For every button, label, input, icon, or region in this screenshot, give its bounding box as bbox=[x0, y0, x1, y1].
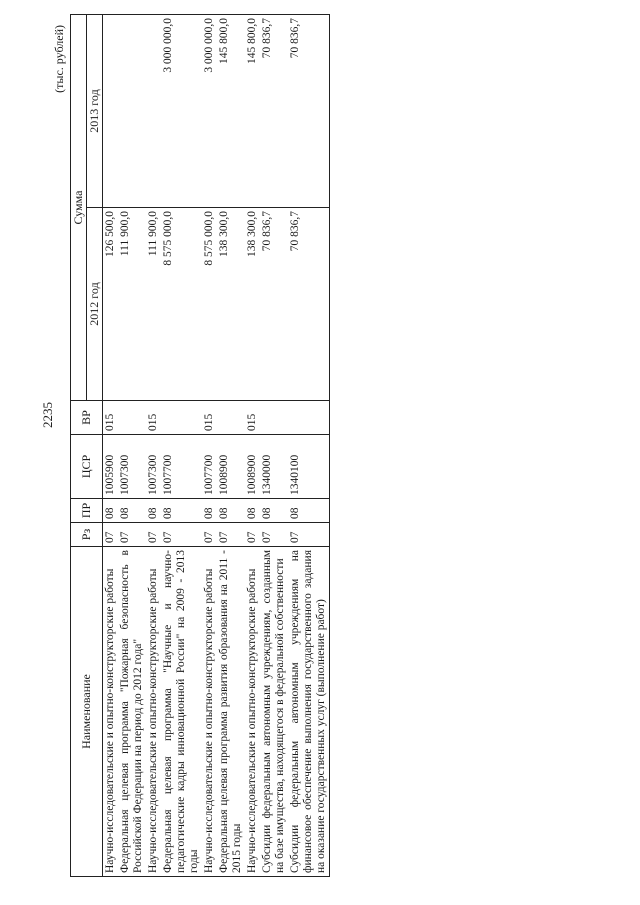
pr-cell: 08 bbox=[146, 499, 161, 523]
table-row bbox=[260, 14, 288, 876]
amount-2012-cell: 111 900,0 bbox=[146, 208, 161, 401]
csr-cell: 1007300 bbox=[118, 435, 146, 499]
amount-2013-cell: 145 800,0 bbox=[245, 14, 260, 207]
vr-cell: 015 bbox=[245, 401, 260, 435]
header-year-2012: 2012 год bbox=[87, 208, 103, 401]
vr-cell bbox=[161, 401, 202, 435]
pr-cell: 08 bbox=[288, 499, 330, 523]
vr-cell: 015 bbox=[202, 401, 217, 435]
rz-cell: 07 bbox=[288, 523, 330, 547]
pr-cell: 08 bbox=[245, 499, 260, 523]
table-row bbox=[161, 14, 202, 876]
csr-cell: 1007700 bbox=[202, 435, 217, 499]
csr-cell: 1008900 bbox=[245, 435, 260, 499]
page-number: 2235 bbox=[40, 402, 55, 428]
amount-2013-cell: 3 000 000,0 bbox=[202, 14, 217, 207]
pr-cell: 08 bbox=[118, 499, 146, 523]
name-cell: Федеральная целевая программа развития образования на 2011 - 2015 годы bbox=[217, 547, 245, 877]
vr-cell bbox=[260, 401, 288, 435]
amount-2013-cell: 145 800,0 bbox=[217, 14, 245, 207]
pr-cell: 08 bbox=[202, 499, 217, 523]
amount-2012-cell: 126 500,0 bbox=[103, 208, 119, 401]
rz-cell: 07 bbox=[260, 523, 288, 547]
table-row bbox=[146, 14, 161, 876]
amount-2013-cell bbox=[118, 14, 146, 207]
header-rz: Рз bbox=[71, 523, 103, 547]
pr-cell: 08 bbox=[217, 499, 245, 523]
vr-cell bbox=[118, 401, 146, 435]
header-sum: Сумма bbox=[71, 14, 87, 400]
table-row bbox=[103, 14, 119, 876]
name-cell: Субсидии федеральным автономным учреждениям на финансовое обеспечение выполнения государственного задания на оказание государственных услуг (выполнение работ) bbox=[288, 547, 330, 877]
header-vr: ВР bbox=[71, 401, 103, 435]
amount-2012-cell: 70 836,7 bbox=[288, 208, 330, 401]
amount-2012-cell: 138 300,0 bbox=[217, 208, 245, 401]
amount-2013-cell: 3 000 000,0 bbox=[161, 14, 202, 207]
pr-cell: 08 bbox=[260, 499, 288, 523]
name-cell: Федеральная целевая программа "Научные и научно-педагогические кадры инновационной России" на 2009 - 2013 годы bbox=[161, 547, 202, 877]
rz-cell: 07 bbox=[161, 523, 202, 547]
csr-cell: 1340100 bbox=[288, 435, 330, 499]
table-row bbox=[202, 14, 217, 876]
name-cell: Научно-исследовательские и опытно-конструкторские работы bbox=[103, 547, 119, 877]
vr-cell bbox=[288, 401, 330, 435]
name-cell: Научно-исследовательские и опытно-конструкторские работы bbox=[202, 547, 217, 877]
csr-cell: 1007700 bbox=[161, 435, 202, 499]
name-cell: Субсидии федеральным автономным учреждениям, созданным на базе имущества, находящегося в федеральной собственности bbox=[260, 547, 288, 877]
rz-cell: 07 bbox=[217, 523, 245, 547]
table-row bbox=[288, 14, 330, 876]
name-cell: Научно-исследовательские и опытно-конструкторские работы bbox=[245, 547, 260, 877]
csr-cell: 1008900 bbox=[217, 435, 245, 499]
units-note: (тыс. рублей) bbox=[52, 25, 66, 93]
csr-cell: 1007300 bbox=[146, 435, 161, 499]
name-cell: Научно-исследовательские и опытно-конструкторские работы bbox=[146, 547, 161, 877]
vr-cell bbox=[217, 401, 245, 435]
rz-cell: 07 bbox=[146, 523, 161, 547]
name-cell: Федеральная целевая программа "Пожарная безопасность в Российской Федерации на период до 2012 года" bbox=[118, 547, 146, 877]
header-row-1 bbox=[71, 14, 87, 876]
budget-table bbox=[70, 14, 330, 877]
header-year-2013: 2013 год bbox=[87, 14, 103, 207]
amount-2012-cell: 70 836,7 bbox=[260, 208, 288, 401]
amount-2012-cell: 111 900,0 bbox=[118, 208, 146, 401]
csr-cell: 1340000 bbox=[260, 435, 288, 499]
vr-cell: 015 bbox=[146, 401, 161, 435]
pr-cell: 08 bbox=[103, 499, 119, 523]
csr-cell: 1005900 bbox=[103, 435, 119, 499]
header-pr: ПР bbox=[71, 499, 103, 523]
amount-2012-cell: 8 575 000,0 bbox=[161, 208, 202, 401]
header-name: Наименование bbox=[71, 547, 103, 877]
amount-2013-cell: 70 836,7 bbox=[288, 14, 330, 207]
pr-cell: 08 bbox=[161, 499, 202, 523]
header-csr: ЦСР bbox=[71, 435, 103, 499]
amount-2013-cell bbox=[146, 14, 161, 207]
table-row bbox=[245, 14, 260, 876]
amount-2013-cell: 70 836,7 bbox=[260, 14, 288, 207]
table-body bbox=[103, 14, 330, 876]
table-row bbox=[217, 14, 245, 876]
rz-cell: 07 bbox=[202, 523, 217, 547]
amount-2012-cell: 8 575 000,0 bbox=[202, 208, 217, 401]
vr-cell: 015 bbox=[103, 401, 119, 435]
amount-2013-cell bbox=[103, 14, 119, 207]
rz-cell: 07 bbox=[118, 523, 146, 547]
amount-2012-cell: 138 300,0 bbox=[245, 208, 260, 401]
table-row bbox=[118, 14, 146, 876]
rz-cell: 07 bbox=[245, 523, 260, 547]
rz-cell: 07 bbox=[103, 523, 119, 547]
